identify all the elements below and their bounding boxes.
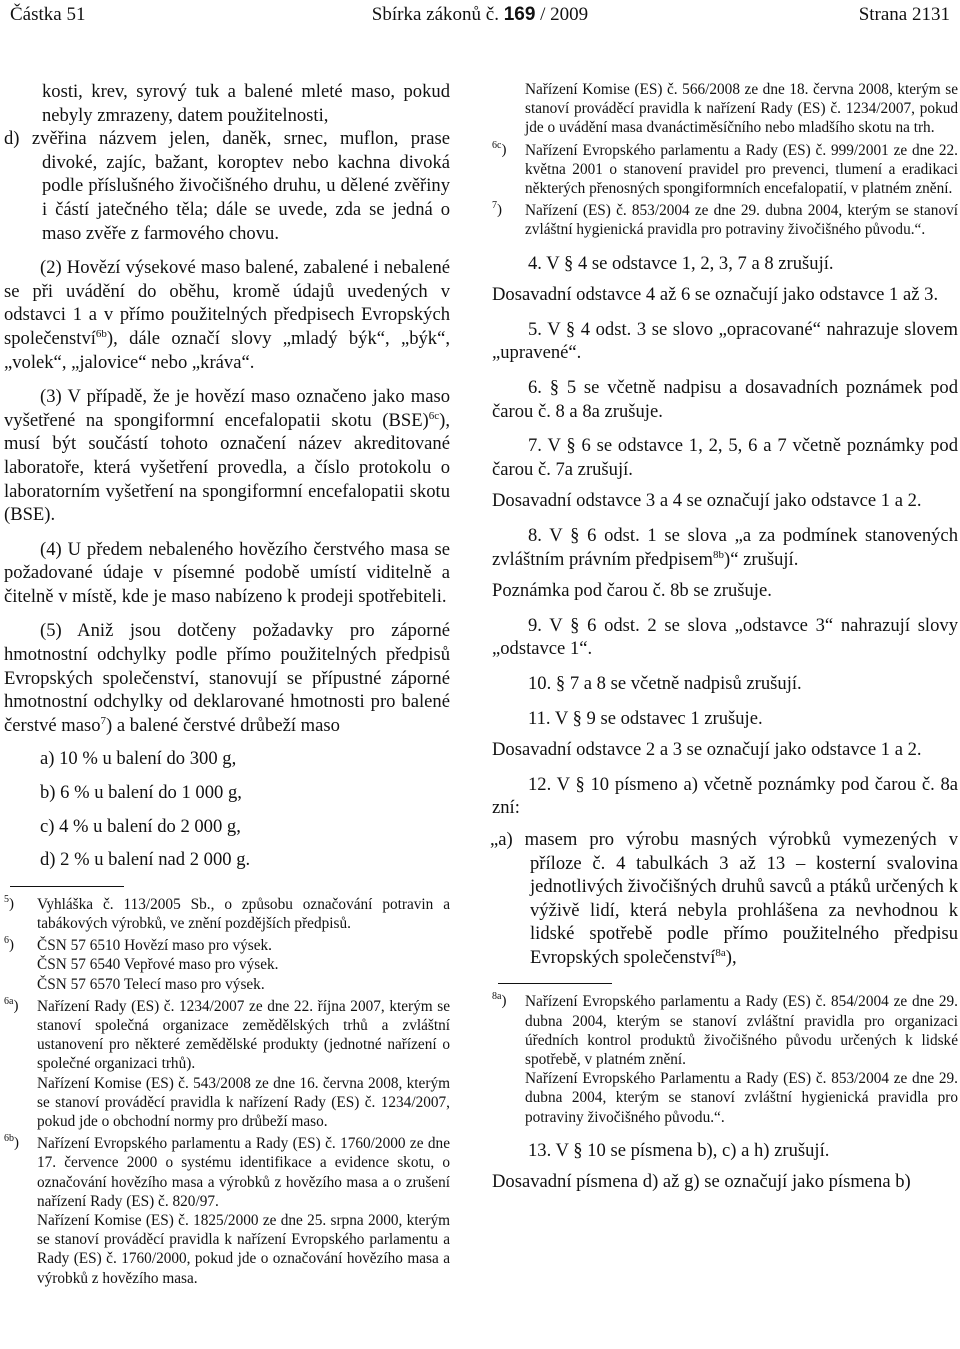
footnote-8a: $^{8a}$) Nařízení Evropského parlamentu a Rady (ES) č. 854/2004 ze dne 29. dubna 2004, kterým se stanoví zvláštní pravidla pro organizaci úředních kontrol produktů živočišného původu určených k lidské spotřebě, v platném znění. Nařízení Evropského Parlamentu a Rady (ES) č. 853/2004 ze dne 29. dubna 2004, kterým se stanoví zvláštní hygienická pravidla pro potraviny živočišného původu.“. [492,991,958,1126]
left-column [4,80,450,1288]
footnote-divider [10,886,124,887]
amendment-10: 10. § 7 a 8 se včetně nadpisů zrušují. [528,672,802,694]
amendment-8-note: Poznámka pod čarou č. 8b se zrušuje. [492,580,772,602]
list-item: a) 10 % u balení do 300 g, [40,748,237,770]
amendment-7-note: Dosavadní odstavce 3 a 4 se označují jako odstavce 1 a 2. [492,490,922,512]
continuation-text: kosti, krev, syrový tuk a balené mleté maso, pokud nebyly zmrazeny, datem použitelnosti, [42,81,450,126]
list-item: c) 4 % u balení do 2 000 g, [40,815,241,837]
quoted-item-a: „a) masem pro výrobu masných výrobků vymezených v příloze č. 4 tabulkách 3 až 13 – kosterní svalovina jednotlivých živočišných druhů savců a ptáků určených k výživě lidí, která nebyla prohlášena za nevhodnou k lidské spotřebě podle přímo použitelného předpisu Evropských společenství$^{8a}$), [490,828,958,968]
footnote-6c: $^{6c}$) Nařízení Evropského parlamentu a Rady (ES) č. 999/2001 ze dne 22. května 2001 o stanovení pravidel pro prevenci, tlumení a eradikaci některých přenosných spongiformních encefalopatií, v platném znění. [492,139,958,198]
footnote-5: $^5$) Vyhláška č. 113/2005 Sb., o způsobu označování potravin a tabákových výrobků, ve znění pozdějších předpisů. [4,893,450,933]
amendment-6: 6. § 5 se včetně nadpisu a dosavadních poznámek pod čarou č. 8 a 8a zrušuje. [492,377,958,422]
amendment-12: 12. V § 10 písmeno a) včetně poznámky pod čarou č. 8a zní: [492,773,958,819]
amendment-7: 7. V § 6 se odstavce 1, 2, 5, 6 a 7 včetně poznámky pod čarou č. 7a zrušují. [492,435,958,480]
amendment-4: 4. V § 4 se odstavce 1, 2, 3, 7 a 8 zrušují. [528,252,834,274]
footnote-6b: $^{6b}$) Nařízení Evropského parlamentu a Rady (ES) č. 1760/2000 ze dne 17. července 2000 o systému identifikace a evidence skotu, o označování hovězího masa a výrobků z hovězího masa a o zrušení nařízení Rady (ES) č. 820/97. Nařízení Komise (ES) č. 1825/2000 ze dne 25. srpna 2000, kterým se stanoví prováděcí pravidla k nařízení Evropského parlamentu a Rady (ES) č. 1760/2000, pokud jde o označování hovězího masa a výrobků z hovězího masa. [4,1133,450,1287]
paragraph-2: (2) Hovězí výsekové maso balené, zabalené i nebalené se při uvádění do oběhu, kromě údajů uvedených v odstavci 1 a v přímo použitelných předpisech Evropských společenství$^{6b}$), dále označí slovy „mladý býk“, „býk“, „volek“, „jalovice“ nebo „kráva“. [4,257,450,373]
amendment-9: 9. V § 6 odst. 2 se slova „odstavce 3“ nahrazují slovy „odstavce 1“. [492,614,958,660]
collection-title: Sbírka zákonů č. 169 / 2009 [371,4,589,25]
issue-number: Částka 51 [10,4,86,25]
item-d: d) zvěřina názvem jelen, daněk, srnec, muflon, prase divoké, zajíc, bažant, koroptev nebo kachna divoká podle příslušného živočišného druhu, u dělené zvěřiny i částí jatečného těla; dále se uvede, zda se jedná o maso zvěře z farmového chovu. [4,128,450,244]
paragraph-5: (5) Aniž jsou dotčeny požadavky pro záporné hmotnostní odchylky podle přímo použitelných předpisů Evropských společenství, stanovují se přípustné záporné hmotnostní odchylky od deklarované hmotnosti pro balené čerstvé maso$^7$) a balené čerstvé drůbeží maso [4,620,450,736]
page-number: Strana 2131 [858,4,950,25]
amendment-13: 13. V § 10 se písmena b), c) a h) zrušují. [528,1139,830,1161]
page-header [10,4,950,34]
amendment-4-note: Dosavadní odstavce 4 až 6 se označují jako odstavce 1 až 3. [492,284,939,306]
amendment-11-note: Dosavadní odstavce 2 a 3 se označují jako odstavce 1 a 2. [492,739,922,761]
footnote-6a: $^{6a}$) Nařízení Rady (ES) č. 1234/2007 ze dne 22. října 2007, kterým se stanoví společná organizace zemědělských trhů a zvláštní ustanovení pro některé zemědělské produkty (jednotné nařízení o společné organizaci trhů). Nařízení Komise (ES) č. 543/2008 ze dne 16. června 2008, kterým se stanoví prováděcí pravidla k nařízení Rady (ES) č. 1234/2007, pokud jde o obchodní normy pro drůbeží maso. [4,995,450,1131]
right-column [492,80,958,1194]
footnote-7: $^7$) Nařízení (ES) č. 853/2004 ze dne 29. dubna 2004, kterým se stanoví zvláštní hygienická pravidla pro potraviny živočišného původu.“. [492,200,958,239]
amendment-11: 11. V § 9 se odstavec 1 zrušuje. [528,707,763,729]
amendment-5: 5. V § 4 odst. 3 se slovo „opracované“ nahrazuje slovem „upravené“. [492,318,958,364]
paragraph-4: (4) U předem nebaleného hovězího čerstvého masa se požadované údaje v písemné podobě umístí viditelně a čitelně v místě, kde je maso nabízeno k prodeji spotřebiteli. [4,538,450,607]
paragraph-3: (3) V případě, že je hovězí maso označeno jako maso vyšetřené na spongiformní encefalopatii skotu (BSE)$^{6c}$), musí být součástí tohoto označení název akreditované laboratoře, která vyšetření provedla, a číslo protokolu o laboratorním vyšetření na spongiformní encefalopatii skotu (BSE). [4,386,450,526]
list-item: d) 2 % u balení nad 2 000 g. [40,849,251,871]
footnote-6: $^6$) ČSN 57 6510 Hovězí maso pro výsek. ČSN 57 6540 Vepřové maso pro výsek. ČSN 57 6570 Telecí maso pro výsek. [4,935,279,993]
footnote-6b-continued: Nařízení Komise (ES) č. 566/2008 ze dne 18. června 2008, kterým se stanoví prováděcí pravidla k nařízení Rady (ES) č. 1234/2007, pokud jde o uvádění masa dvanáctiměsíčního nebo mladšího skotu na trh. [525,81,958,137]
amendment-8: 8. V § 6 odst. 1 se slova „a za podmínek stanovených zvláštním právním předpisem$^{8b}$)“ zrušují. [492,524,958,570]
amendment-13-note: Dosavadní písmena d) až g) se označují jako písmena b) [492,1171,911,1193]
list-item: b) 6 % u balení do 1 000 g, [40,782,242,804]
footnote-divider [498,983,612,984]
